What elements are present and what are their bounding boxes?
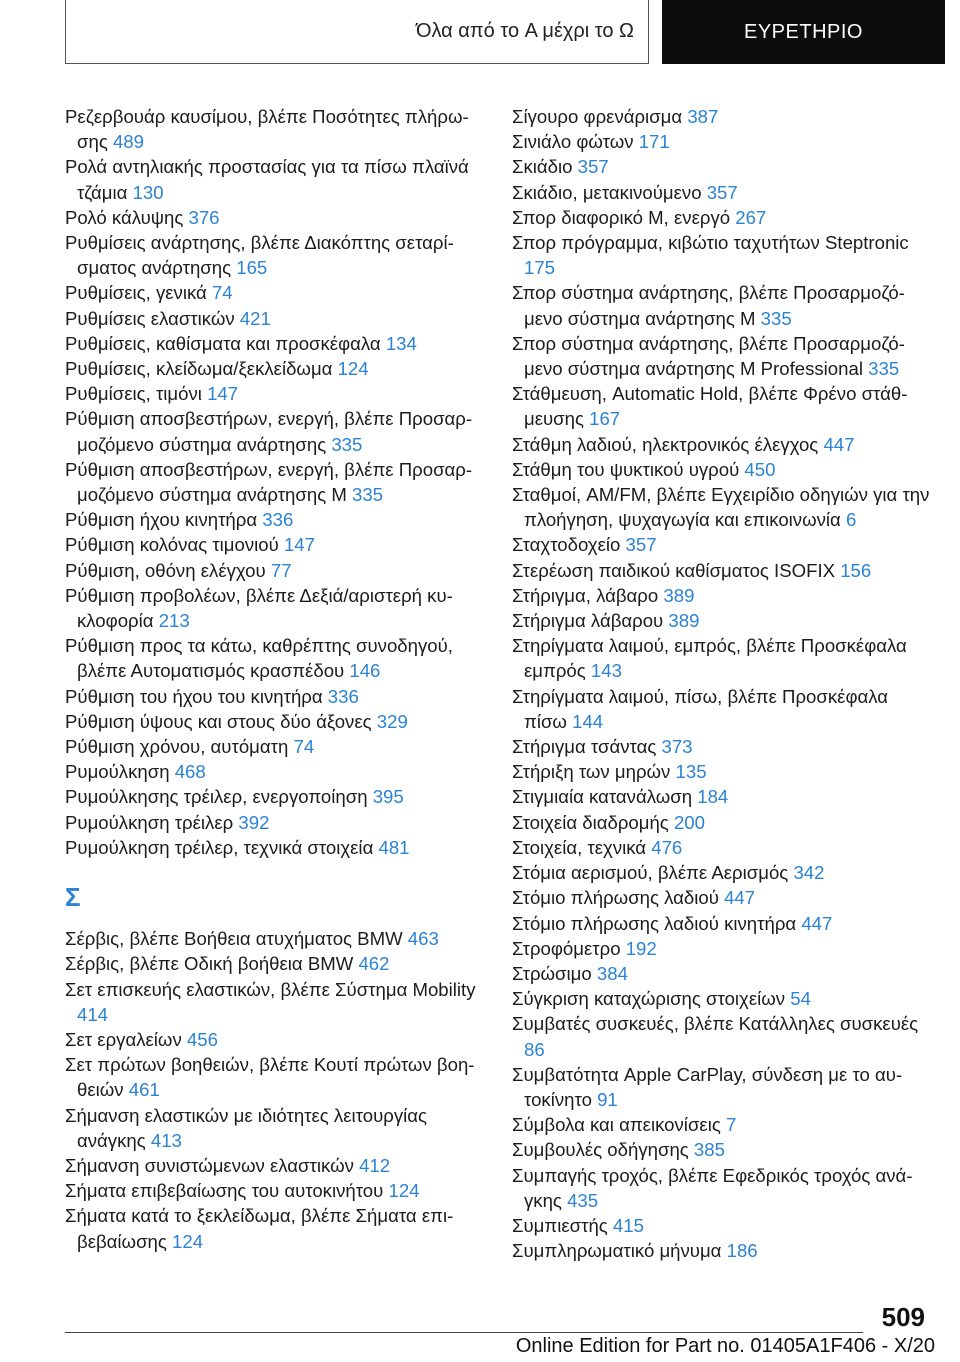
- index-entry-text: Στήριγμα τσάντας: [512, 736, 657, 758]
- index-entry-page-link[interactable]: 7: [725, 1114, 737, 1136]
- index-entry: [65, 154, 485, 204]
- index-entry: [65, 558, 485, 583]
- index-entry-text: Σετ εργαλείων: [65, 1028, 182, 1050]
- index-entry-page-link[interactable]: 184: [697, 786, 729, 808]
- index-entry: [65, 977, 485, 1027]
- index-entry: [65, 532, 485, 557]
- index-entry-text: Σταχτοδοχείο: [512, 534, 621, 556]
- header-section-title: Όλα από το A μέχρι το Ω: [65, 0, 649, 64]
- index-entry: [512, 1163, 932, 1213]
- index-entry-text: Στροφόμετρο: [512, 937, 621, 959]
- index-entry: [512, 810, 932, 835]
- page-number: 509: [881, 1302, 925, 1332]
- index-entry-page-link[interactable]: 376: [188, 206, 220, 228]
- index-entry-text: Ρύθμιση προβολέων, βλέπε Δεξιά/αριστερή κυκλοφορία: [65, 584, 453, 632]
- index-entry-text: Ρύθμιση ήχου κινητήρα: [65, 509, 258, 531]
- index-entry-text: Σήματα κατά το ξεκλείδωμα, βλέπε Σήματα επιβεβαίωσης: [65, 1205, 454, 1252]
- index-entry: [65, 280, 485, 305]
- index-entry-page-link[interactable]: 413: [150, 1129, 182, 1151]
- index-entry-text: Ρολό κάλυψης: [65, 206, 184, 228]
- index-entry-text: Σινιάλο φώτων: [512, 131, 634, 153]
- index-entry-text: Συμβατότητα Apple CarPlay, σύνδεση με το αυτοκίνητο: [512, 1063, 903, 1110]
- index-entry-text: Στόμια αερισμού, βλέπε Αερισμός: [512, 862, 789, 884]
- index-entry-page-link[interactable]: 385: [693, 1139, 725, 1161]
- index-entry-page-link[interactable]: 447: [801, 912, 833, 934]
- index-entry: [65, 784, 485, 809]
- index-entry-text: Ρυμούλκηση: [65, 761, 170, 783]
- index-entry-text: Στιγμιαία κατανάλωση: [512, 786, 693, 808]
- index-entry-text: Σπορ πρόγραμμα, κιβώτιο ταχυτήτων Steptronic: [512, 232, 909, 254]
- index-entry: [512, 633, 932, 683]
- index-entry-text: Ρύθμιση χρόνου, αυτόματη: [65, 736, 289, 758]
- index-entry-text: Σήμανση συνιστώμενων ελαστικών: [65, 1154, 354, 1176]
- index-entry-text: Ρύθμιση αποσβεστήρων, ενεργή, βλέπε Προσαρμοζόμενο σύστημα ανάρτησης: [65, 408, 473, 455]
- index-entry-text: Σέρβις, βλέπε Οδική βοήθεια BMW: [65, 953, 354, 975]
- index-list-sigma-continued: [512, 104, 932, 1263]
- index-entry-text: Ρυθμίσεις, καθίσματα και προσκέφαλα: [65, 332, 381, 354]
- footer-edition-text: Online Edition for Part no. 01405A1F406 - X/20: [515, 1335, 935, 1357]
- index-entry: [512, 911, 932, 936]
- index-entry-page-link[interactable]: 77: [270, 559, 292, 581]
- index-entry-page-link[interactable]: 146: [349, 660, 381, 682]
- index-entry-page-link[interactable]: 335: [760, 307, 792, 329]
- index-entry-page-link[interactable]: 357: [625, 534, 657, 556]
- index-entry-page-link[interactable]: 463: [407, 928, 439, 950]
- index-entry-text: Στόμιο πλήρωσης λαδιού: [512, 887, 719, 909]
- index-entry-page-link[interactable]: 476: [651, 836, 683, 858]
- index-entry-page-link[interactable]: 91: [597, 1088, 618, 1110]
- index-entry-text: Σύγκριση καταχώρισης στοιχείων: [512, 988, 786, 1010]
- index-entry-text: Στρώσιμο: [512, 962, 592, 984]
- index-entry: [65, 810, 485, 835]
- index-entry-page-link[interactable]: 447: [724, 887, 756, 909]
- index-entry-text: Ρυθμίσεις, κλείδωμα/ξεκλείδωμα: [65, 358, 333, 380]
- index-entry-page-link[interactable]: 147: [207, 383, 239, 405]
- index-entry-page-link[interactable]: 143: [590, 660, 622, 682]
- index-entry-page-link[interactable]: 86: [524, 1038, 545, 1060]
- index-entry-text: Στηρίγματα λαιμού, εμπρός, βλέπε Προσκέφαλα εμπρός: [512, 635, 907, 682]
- index-entry-text: Σήμανση ελαστικών με ιδιότητες λειτουργίας ανάγκης: [65, 1104, 427, 1151]
- index-entry-text: Συμβατές συσκευές, βλέπε Κατάλληλες συσκευές: [512, 1013, 919, 1035]
- index-entry: [512, 608, 932, 633]
- index-entry: [512, 280, 932, 330]
- index-entry: [65, 734, 485, 759]
- index-entry: [512, 961, 932, 986]
- index-entry: [512, 759, 932, 784]
- index-entry: [65, 507, 485, 532]
- index-entry-text: Στερέωση παιδικού καθίσματος ISOFIX: [512, 559, 836, 581]
- index-entry-page-link[interactable]: 336: [327, 685, 359, 707]
- index-entry-page-link[interactable]: 389: [663, 584, 695, 606]
- index-entry: [65, 306, 485, 331]
- index-entry: [512, 885, 932, 910]
- index-entry-page-link[interactable]: 135: [675, 761, 707, 783]
- index-entry-text: Συμπιεστής: [512, 1214, 608, 1236]
- index-entry-text: Ρύθμιση του ήχου του κινητήρα: [65, 685, 323, 707]
- index-entry-page-link[interactable]: 156: [840, 559, 872, 581]
- page-header: [65, 0, 945, 64]
- index-entry-page-link[interactable]: 74: [293, 736, 315, 758]
- index-entry-text: Ρεζερβουάρ καυσίμου, βλέπε Ποσότητες πλήρωσης: [65, 106, 469, 153]
- index-list-sigma: [65, 926, 485, 1254]
- index-entry-text: Σκιάδιο, μετακινούμενο: [512, 181, 702, 203]
- index-entry-text: Στήριξη των μηρών: [512, 761, 671, 783]
- index-entry: [512, 558, 932, 583]
- index-entry-page-link[interactable]: 167: [589, 408, 621, 430]
- index-entry-text: Σύμβολα και απεικονίσεις: [512, 1114, 721, 1136]
- index-entry-text: Σπορ διαφορικό M, ενεργό: [512, 206, 731, 228]
- index-entry: [65, 1203, 485, 1253]
- index-entry-page-link[interactable]: 456: [186, 1028, 218, 1050]
- index-entry-page-link[interactable]: 412: [359, 1154, 391, 1176]
- index-entry: [512, 684, 932, 734]
- index-entry: [512, 154, 932, 179]
- index-entry-text: Ρύθμιση αποσβεστήρων, ενεργή, βλέπε Προσαρμοζόμενο σύστημα ανάρτησης M: [65, 458, 473, 506]
- index-entry: [65, 1052, 485, 1102]
- index-entry-page-link[interactable]: 329: [376, 710, 408, 732]
- index-entry-page-link[interactable]: 6: [845, 509, 857, 531]
- index-entry-text: Στάθμη του ψυκτικού υγρού: [512, 458, 740, 480]
- index-entry: [512, 1011, 932, 1061]
- index-entry-page-link[interactable]: 213: [158, 610, 190, 632]
- index-entry: [512, 1238, 932, 1263]
- index-entry-page-link[interactable]: 481: [378, 836, 410, 858]
- index-entry-text: Στηρίγματα λαιμού, πίσω, βλέπε Προσκέφαλα πίσω: [512, 685, 889, 732]
- index-entry: [512, 331, 932, 381]
- index-entry-text: Ρύθμιση κολόνας τιμονιού: [65, 534, 279, 556]
- index-entry-text: Στήριγμα λάβαρου: [512, 610, 664, 632]
- index-entry-text: Στοιχεία, τεχνικά: [512, 836, 647, 858]
- index-entry-page-link[interactable]: 192: [625, 937, 657, 959]
- index-entry-page-link[interactable]: 335: [331, 433, 363, 455]
- index-entry: [512, 381, 932, 431]
- index-entry-page-link[interactable]: 387: [687, 106, 719, 127]
- index-column-right: [512, 104, 932, 1263]
- index-entry: [512, 734, 932, 759]
- index-entry-page-link[interactable]: 461: [128, 1079, 160, 1101]
- index-entry-page-link[interactable]: 447: [823, 433, 855, 455]
- index-entry: [512, 1112, 932, 1137]
- index-entry-page-link[interactable]: 200: [673, 811, 705, 833]
- index-entry-text: Σταθμοί, AM/FM, βλέπε Εγχειρίδιο οδηγιών για την πλοήγηση, ψυχαγωγία και επικοινωνία: [512, 484, 930, 531]
- index-entry: [512, 432, 932, 457]
- index-entry-page-link[interactable]: 130: [132, 181, 164, 203]
- index-entry-page-link[interactable]: 267: [735, 206, 767, 228]
- index-entry: [65, 835, 485, 860]
- index-entry-page-link[interactable]: 124: [388, 1180, 420, 1202]
- index-entry: [65, 1103, 485, 1153]
- index-entry-text: Συμβουλές οδήγησης: [512, 1139, 689, 1161]
- index-entry: [65, 759, 485, 784]
- index-entry-text: Ρυθμίσεις ανάρτησης, βλέπε Διακόπτης σεταρίσματος ανάρτησης: [65, 232, 454, 279]
- index-entry: [512, 1137, 932, 1162]
- index-entry-text: Στήριγμα, λάβαρο: [512, 584, 659, 606]
- index-entry-page-link[interactable]: 186: [726, 1240, 758, 1262]
- index-entry-page-link[interactable]: 171: [638, 131, 670, 153]
- index-entry: [512, 104, 932, 129]
- index-entry-text: Σετ επισκευής ελαστικών, βλέπε Σύστημα Mobility: [65, 978, 476, 1000]
- index-entry-page-link[interactable]: 335: [868, 358, 900, 380]
- index-entry: [512, 457, 932, 482]
- index-entry-text: Ρύθμιση προς τα κάτω, καθρέπτης συνοδηγού, βλέπε Αυτοματισμός κρασπέδου: [65, 635, 453, 682]
- index-entry-text: Ρυμούλκηση τρέιλερ: [65, 811, 234, 833]
- index-entry: [65, 104, 485, 154]
- index-entry-text: Ρυθμίσεις, γενικά: [65, 282, 207, 304]
- index-entry-page-link[interactable]: 389: [668, 610, 700, 632]
- index-entry-page-link[interactable]: 414: [77, 1003, 109, 1025]
- index-entry-text: Σίγουρο φρενάρισμα: [512, 106, 683, 127]
- index-entry: [512, 482, 932, 532]
- index-entry: [65, 583, 485, 633]
- index-entry-page-link[interactable]: 335: [352, 484, 384, 506]
- index-entry-page-link[interactable]: 468: [174, 761, 206, 783]
- index-entry: [512, 1062, 932, 1112]
- index-entry: [65, 633, 485, 683]
- index-entry-text: Ρυθμίσεις, τιμόνι: [65, 383, 202, 405]
- index-entry: [65, 331, 485, 356]
- index-entry-page-link[interactable]: 147: [283, 534, 315, 556]
- footer-divider: [65, 1332, 863, 1333]
- index-entry-page-link[interactable]: 124: [172, 1230, 204, 1252]
- index-list-rho: [65, 104, 485, 860]
- index-entry-page-link[interactable]: 489: [112, 131, 144, 153]
- index-entry-page-link[interactable]: 74: [211, 282, 233, 304]
- index-entry: [512, 205, 932, 230]
- index-entry-text: Ρολά αντηλιακής προστασίας για τα πίσω πλαϊνά τζάμια: [65, 156, 469, 203]
- index-entry-text: Στάθμη λαδιού, ηλεκτρονικός έλεγχος: [512, 433, 819, 455]
- index-entry-text: Σήματα επιβεβαίωσης του αυτοκινήτου: [65, 1180, 384, 1202]
- index-entry-text: Ρύθμιση, οθόνη ελέγχου: [65, 559, 266, 581]
- index-entry-text: Σκιάδιο: [512, 156, 573, 178]
- index-entry: [65, 356, 485, 381]
- index-entry: [512, 180, 932, 205]
- index-entry: [512, 129, 932, 154]
- index-entry: [512, 835, 932, 860]
- index-entry-page-link[interactable]: 392: [238, 811, 270, 833]
- index-entry-page-link[interactable]: 144: [572, 710, 604, 732]
- header-index-tab[interactable]: ΕΥΡΕΤΗΡΙΟ: [662, 0, 945, 64]
- index-entry-text: Ρυμούλκηση τρέιλερ, τεχνικά στοιχεία: [65, 836, 374, 858]
- index-entry: [65, 709, 485, 734]
- index-entry: [65, 230, 485, 280]
- index-entry: [65, 1178, 485, 1203]
- index-entry-text: Στάθμευση, Automatic Hold, βλέπε Φρένο στάθμευσης: [512, 383, 908, 430]
- index-entry-text: Ρύθμιση ύψους και στους δύο άξονες: [65, 710, 372, 732]
- index-entry-page-link[interactable]: 395: [372, 786, 404, 808]
- index-entry: [65, 684, 485, 709]
- index-entry-text: Σετ πρώτων βοηθειών, βλέπε Κουτί πρώτων βοηθειών: [65, 1054, 475, 1101]
- index-entry: [65, 951, 485, 976]
- index-entry: [65, 1027, 485, 1052]
- index-entry-page-link[interactable]: 421: [239, 307, 271, 329]
- index-entry: [512, 230, 932, 280]
- index-entry-text: Στόμιο πλήρωσης λαδιού κινητήρα: [512, 912, 797, 934]
- index-entry-page-link[interactable]: 357: [706, 181, 738, 203]
- index-entry-page-link[interactable]: 373: [661, 736, 693, 758]
- index-entry-text: Στοιχεία διαδρομής: [512, 811, 669, 833]
- index-entry: [65, 926, 485, 951]
- index-entry-page-link[interactable]: 357: [577, 156, 609, 178]
- index-entry-page-link[interactable]: 134: [385, 332, 417, 354]
- index-entry-page-link[interactable]: 175: [524, 257, 556, 279]
- index-entry-page-link[interactable]: 336: [262, 509, 294, 531]
- index-entry-text: Σέρβις, βλέπε Βοήθεια ατυχήματος BMW: [65, 928, 403, 950]
- index-entry: [512, 583, 932, 608]
- index-entry-page-link[interactable]: 124: [337, 358, 369, 380]
- index-entry: [512, 784, 932, 809]
- index-entry-page-link[interactable]: 462: [358, 953, 390, 975]
- index-entry-text: Ρυθμίσεις ελαστικών: [65, 307, 235, 329]
- index-entry-page-link[interactable]: 54: [790, 988, 811, 1010]
- index-entry: [65, 457, 485, 507]
- index-entry-text: Ρυμούλκησης τρέιλερ, ενεργοποίηση: [65, 786, 368, 808]
- section-letter-sigma: Σ: [65, 882, 81, 913]
- index-entry: [65, 1153, 485, 1178]
- index-entry: [512, 860, 932, 885]
- index-entry-text: Συμπαγής τροχός, βλέπε Εφεδρικός τροχός ανάγκης: [512, 1164, 913, 1211]
- index-column-left: [65, 104, 485, 1254]
- index-entry-page-link[interactable]: 165: [236, 257, 268, 279]
- index-entry: [512, 532, 932, 557]
- index-entry-text: Συμπληρωματικό μήνυμα: [512, 1240, 722, 1262]
- index-entry: [512, 936, 932, 961]
- index-entry-page-link[interactable]: 384: [596, 962, 628, 984]
- index-entry-text: Σπορ σύστημα ανάρτησης, βλέπε Προσαρμοζόμενο σύστημα ανάρτησης M Professional: [512, 332, 905, 380]
- index-entry: [65, 381, 485, 406]
- index-entry: [512, 1213, 932, 1238]
- index-entry-page-link[interactable]: 435: [567, 1189, 599, 1211]
- index-entry-page-link[interactable]: 450: [744, 458, 776, 480]
- index-entry-page-link[interactable]: 415: [612, 1214, 644, 1236]
- index-entry: [65, 406, 485, 456]
- index-entry: [65, 205, 485, 230]
- index-entry: [512, 986, 932, 1011]
- index-entry-text: Σπορ σύστημα ανάρτησης, βλέπε Προσαρμοζόμενο σύστημα ανάρτησης M: [512, 282, 905, 329]
- index-entry-page-link[interactable]: 342: [793, 862, 825, 884]
